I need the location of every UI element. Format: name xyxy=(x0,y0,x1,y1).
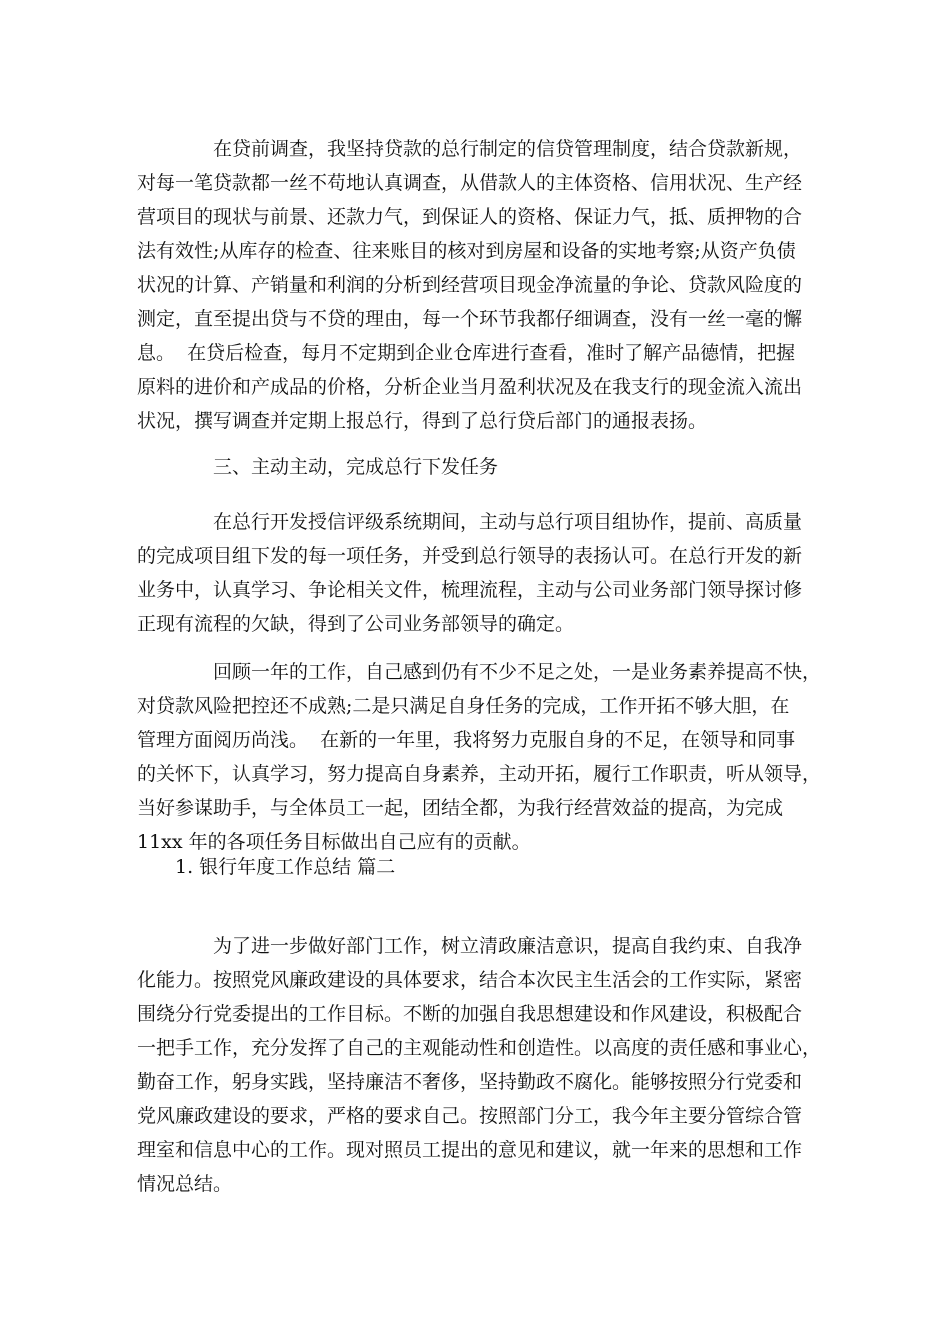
text-line: 围绕分行党委提出的工作目标。不断的加强自我思想建设和作风建设，积极配合 xyxy=(137,1003,803,1025)
text-line: 党风廉政建设的要求，严格的要求自己。按照部门分工，我今年主要分管综合管 xyxy=(137,1105,803,1127)
paragraph-loan-survey xyxy=(137,132,827,438)
text-line: 管理方面阅历尚浅。 在新的一年里，我将努力克服自身的不足，在领导和同事 xyxy=(137,729,796,751)
text-line: 的关怀下，认真学习，努力提高自身素养，主动开拓，履行工作职责，听从领导， xyxy=(137,763,822,785)
paragraph-head-office-tasks xyxy=(137,505,827,641)
text-line: 理室和信息中心的工作。现对照员工提出的意见和建议，就一年来的思想和工作 xyxy=(137,1139,803,1161)
text-line: 原料的进价和产成品的价格，分析企业当月盈利状况及在我支行的现金流入流出 xyxy=(137,376,803,398)
paragraph-part-two-intro xyxy=(137,929,827,1201)
text-line: 营项目的现状与前景、还款力气，到保证人的资格、保证力气，抵、质押物的合 xyxy=(137,206,803,228)
text-line: 业务中，认真学习、争论相关文件，梳理流程，主动与公司业务部门领导探讨修 xyxy=(137,579,803,601)
text-line: 法有效性;从库存的检查、往来账目的核对到房屋和设备的实地考察;从资产负债 xyxy=(137,240,796,262)
text-line: 回顾一年的工作，自己感到仍有不少不足之处，一是业务素养提高不快， xyxy=(213,661,822,683)
text-line: 勤奋工作，躬身实践，坚持廉洁不奢侈，坚持勤政不腐化。能够按照分行党委和 xyxy=(137,1071,803,1093)
text-line: 在总行开发授信评级系统期间，主动与总行项目组协作，提前、高质量 xyxy=(213,511,803,533)
text-line: 一把手工作，充分发挥了自己的主观能动性和创造性。以高度的责任感和事业心， xyxy=(137,1037,822,1059)
text-line: 化能力。按照党风廉政建设的具体要求，结合本次民主生活会的工作实际，紧密 xyxy=(137,969,803,991)
section-heading-three xyxy=(137,450,827,484)
text-line: 息。 在贷后检查，每月不定期到企业仓库进行查看，准时了解产品德情，把握 xyxy=(137,342,796,364)
text-line: 的完成项目组下发的每一项任务，并受到总行领导的表扬认可。在总行开发的新 xyxy=(137,545,803,567)
text-line: 状况，撰写调查并定期上报总行，得到了总行贷后部门的通报表扬。 xyxy=(137,410,708,432)
text-line: 当好参谋助手，与全体员工一起，团结全都，为我行经营效益的提高，为完成 xyxy=(137,797,784,819)
paragraph-year-review xyxy=(137,655,827,859)
text-line: 为了进一步做好部门工作，树立清政廉洁意识，提高自我约束、自我净 xyxy=(213,935,803,957)
text-line: 对贷款风险把控还不成熟;二是只满足自身任务的完成，工作开拓不够大胆，在 xyxy=(137,695,790,717)
text-line: 测定，直至提出贷与不贷的理由，每一个环节我都仔细调查，没有一丝一毫的懈 xyxy=(137,308,803,330)
section-heading: 1. 银行年度工作总结 篇二 xyxy=(175,856,396,878)
text-line: 11xx 年的各项任务目标做出自己应有的贡献。 xyxy=(137,831,531,853)
text-line: 正现有流程的欠缺，得到了公司业务部领导的确定。 xyxy=(137,613,575,635)
section-heading-part-two xyxy=(137,850,827,884)
section-heading: 三、主动主动，完成总行下发任务 xyxy=(213,456,499,478)
text-line: 在贷前调查，我坚持贷款的总行制定的信贷管理制度，结合贷款新规， xyxy=(213,138,803,160)
text-line: 情况总结。 xyxy=(137,1173,233,1195)
text-line: 对每一笔贷款都一丝不苟地认真调查，从借款人的主体资格、信用状况、生产经 xyxy=(137,172,803,194)
text-line: 状况的计算、产销量和利润的分析到经营项目现金净流量的争论、贷款风险度的 xyxy=(137,274,803,296)
